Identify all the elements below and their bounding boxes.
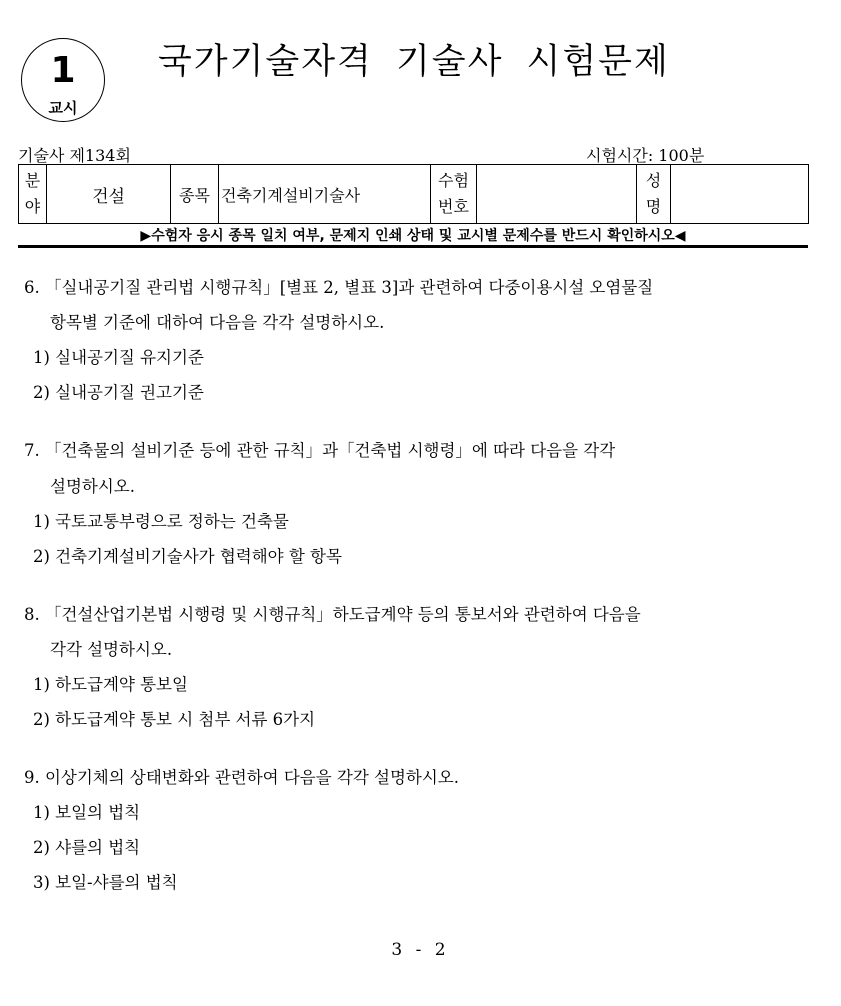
question-6-line-1: 6. 「실내공기질 관리법 시행규칙」[별표 2, 별표 3]과 관련하여 다중이용시설 오염물질 bbox=[24, 278, 654, 297]
question-7-item-2: 2) 건축기계설비기술사가 협력해야 할 항목 bbox=[33, 547, 342, 566]
field-label: 분 야 bbox=[19, 165, 47, 224]
question-9-line-1: 9. 이상기체의 상태변화와 관련하여 다음을 각각 설명하시오. bbox=[24, 768, 459, 787]
exam-time: 시험시간: 100분 bbox=[586, 146, 705, 165]
name-label: 성 명 bbox=[637, 165, 671, 224]
question-8-item-2: 2) 하도급계약 통보 시 첨부 서류 6가지 bbox=[33, 710, 316, 729]
question-9-item-3: 3) 보일-샤를의 법칙 bbox=[33, 873, 178, 892]
question-6-item-1: 1) 실내공기질 유지기준 bbox=[33, 348, 204, 367]
category-label: 종목 bbox=[171, 165, 219, 224]
question-8-item-1: 1) 하도급계약 통보일 bbox=[33, 675, 188, 694]
exam-info-table bbox=[18, 164, 809, 224]
question-6-item-2: 2) 실내공기질 권고기준 bbox=[33, 383, 204, 402]
session-number: 1 bbox=[50, 50, 76, 91]
page-title: 국가기술자격 기술사 시험문제 bbox=[158, 42, 670, 82]
notice-banner: ▶수험자 응시 종목 일치 여부, 문제지 인쇄 상태 및 교시별 문제수를 반드시 확인하시오◀ bbox=[18, 226, 808, 248]
question-7-line-1: 7. 「건축물의 설비기준 등에 관한 규칙」과「건축법 시행령」에 따라 다음을 각각 bbox=[24, 441, 616, 460]
question-9-item-2: 2) 샤를의 법칙 bbox=[33, 838, 141, 857]
question-6-line-2: 항목별 기준에 대하여 다음을 각각 설명하시오. bbox=[50, 313, 385, 332]
question-7-item-1: 1) 국토교통부령으로 정하는 건축물 bbox=[33, 512, 289, 531]
question-8-line-1: 8. 「건설산업기본법 시행령 및 시행규칙」하도급계약 등의 통보서와 관련하여 다음을 bbox=[24, 605, 641, 624]
name-field[interactable] bbox=[671, 165, 809, 224]
session-label: 교시 bbox=[48, 99, 78, 117]
question-7-line-2: 설명하시오. bbox=[50, 477, 135, 496]
session-badge bbox=[21, 38, 105, 122]
exam-number-field[interactable] bbox=[477, 165, 637, 224]
exam-round: 기술사 제134회 bbox=[18, 146, 131, 165]
field-value: 건설 bbox=[47, 165, 171, 224]
exam-number-label: 수험 번호 bbox=[431, 165, 477, 224]
question-8-line-2: 각각 설명하시오. bbox=[50, 640, 173, 659]
category-value: 건축기계설비기술사 bbox=[219, 165, 431, 224]
page-number: 3 - 2 bbox=[391, 940, 450, 960]
question-9-item-1: 1) 보일의 법칙 bbox=[33, 803, 141, 822]
